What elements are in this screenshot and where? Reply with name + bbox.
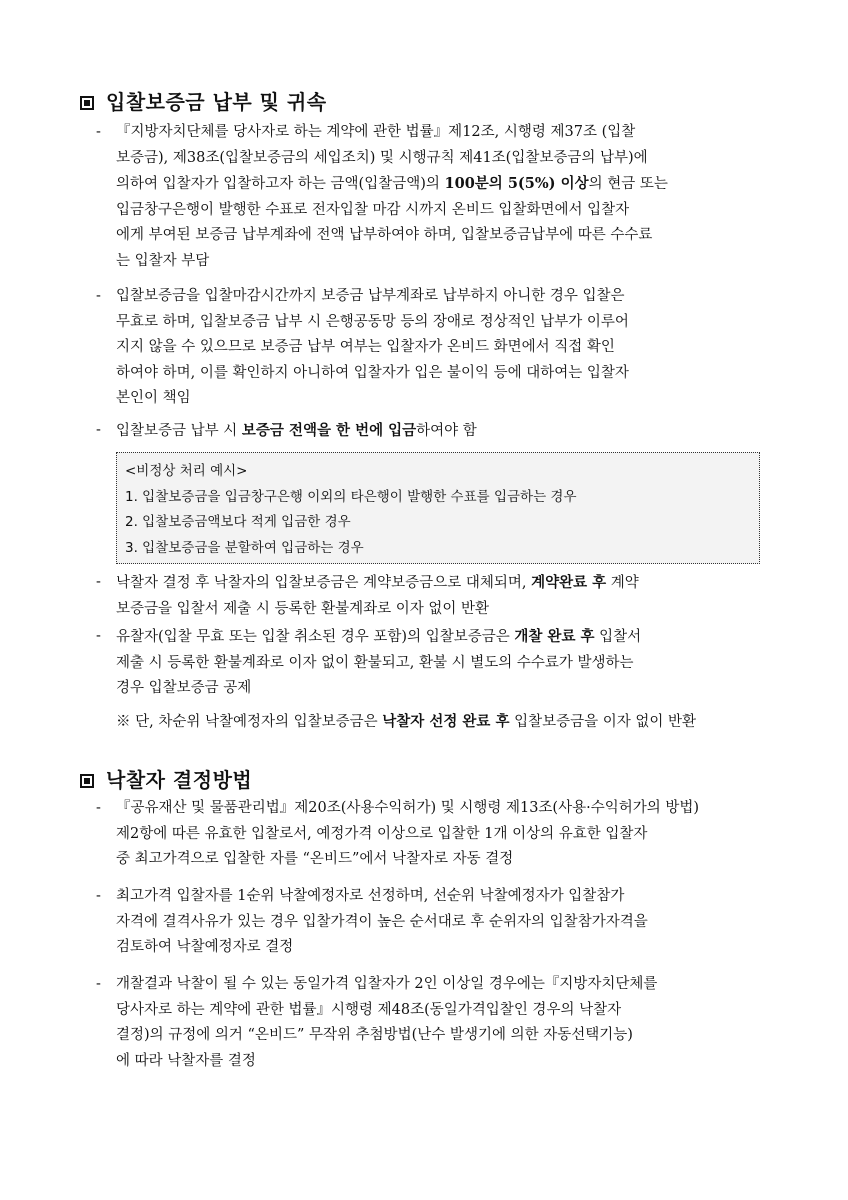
list-item: - 유찰자(입찰 무효 또는 입찰 취소된 경우 포함)의 입찰보증금은 개찰 완료 후 입찰서 제출 시 등록한 환불계좌로 이자 없이 환불되고, 환불 시 별도의 수수료가 발생하는 경우 입찰보증금 공제 bbox=[96, 624, 776, 702]
box-line: 3. 입찰보증금을 분할하여 입금하는 경우 bbox=[125, 539, 364, 556]
bold-text: 개찰 완료 후 bbox=[514, 628, 595, 645]
bold-text: 계약완료 후 bbox=[531, 574, 607, 591]
dash-bullet: - bbox=[96, 422, 101, 438]
bold-text: 보증금 전액을 한 번에 입금 bbox=[241, 422, 417, 439]
box-line: 1. 입찰보증금을 입금창구은행 이외의 타은행이 발행한 수표를 입금하는 경우 bbox=[125, 488, 577, 505]
dash-bullet: - bbox=[96, 628, 101, 644]
note-line: ※ 단, 차순위 낙찰예정자의 입찰보증금은 낙찰자 선정 완료 후 입찰보증금을 이자 없이 반환 bbox=[116, 713, 696, 730]
dash-bullet: - bbox=[96, 124, 101, 140]
dash-bullet: - bbox=[96, 574, 101, 590]
box-line: 2. 입찰보증금액보다 적게 입금한 경우 bbox=[125, 514, 351, 530]
bold-text: 100분의 5(5%) 이상 bbox=[444, 175, 589, 193]
section-title-deposit: 입찰보증금 납부 및 귀속 bbox=[80, 86, 327, 115]
dash-bullet: - bbox=[96, 800, 101, 816]
dash-bullet: - bbox=[96, 976, 101, 992]
dash-bullet: - bbox=[96, 888, 101, 904]
dash-bullet: - bbox=[96, 288, 101, 304]
bold-text: 낙찰자 선정 완료 후 bbox=[382, 713, 510, 730]
box-title: <비정상 처리 예시> bbox=[125, 463, 248, 479]
list-item: - 입찰보증금 납부 시 보증금 전액을 한 번에 입금하여야 함 bbox=[96, 418, 776, 445]
list-item: - 『공유재산 및 물품관리법』제20조(사용수익허가) 및 시행령 제13조(사용·수익허가의 방법) 제2항에 따른 유효한 입찰로서, 예정가격 이상으로 입찰한 1개 이상의 유효한 입찰자 중 최고가격으로 입찰한 자를 “온비드”에서 낙찰자로 자동 결정 bbox=[96, 796, 776, 873]
list-item: - 개찰결과 낙찰이 될 수 있는 동일가격 입찰자가 2인 이상일 경우에는『지방자치단체를 당사자로 하는 계약에 관한 법률』시행령 제48조(동일가격입찰인 경우의 낙찰자 결정)의 규정에 의거 “온비드” 무작위 추첨방법(난수 발생기에 의한 자동선택기능) 에 따라 낙찰자를 결정 bbox=[96, 972, 776, 1074]
list-item: - 『지방자치단체를 당사자로 하는 계약에 관한 법률』제12조, 시행령 제37조 (입찰 보증금), 제38조(입찰보증금의 세입조치) 및 시행규칙 제41조(입찰보증금의 납부)에 의하여 입찰자가 입찰하고자 하는 금액(입찰금액)의 100분의 5(5%) 이상의 현금 또는 입금창구은행이 발행한 수표로 전자입찰 마감 시까지 온비드 입찰화면에서 입찰자 에게 부여된 보증금 납부계좌에 전액 납부하여야 하며, 입찰보증금납부에 따른 수수료 는 입찰자 부담 bbox=[96, 120, 776, 275]
list-item: - 낙찰자 결정 후 낙찰자의 입찰보증금은 계약보증금으로 대체되며, 계약완료 후 계약 보증금을 입찰서 제출 시 등록한 환불계좌로 이자 없이 반환 bbox=[96, 570, 776, 622]
list-item: - 입찰보증금을 입찰마감시간까지 보증금 납부계좌로 납부하지 아니한 경우 입찰은 무효로 하며, 입찰보증금 납부 시 은행공동망 등의 장애로 정상적인 납부가 이루어 지지 않을 수 있으므로 보증금 납부 여부는 입찰자가 온비드 화면에서 직접 확인 하여야 하며, 이를 확인하지 아니하여 입찰자가 입은 불이익 등에 대하여는 입찰자 본인이 책임 bbox=[96, 284, 776, 412]
section-title-winner: 낙찰자 결정방법 bbox=[80, 764, 252, 793]
abnormal-cases-box bbox=[116, 452, 760, 564]
list-item: - 최고가격 입찰자를 1순위 낙찰예정자로 선정하며, 선순위 낙찰예정자가 입찰참가 자격에 결격사유가 있는 경우 입찰가격이 높은 순서대로 후 순위자의 입찰참가자격을 검토하여 낙찰예정자로 결정 bbox=[96, 884, 776, 961]
square-bullet-icon bbox=[80, 774, 94, 788]
square-bullet-icon bbox=[80, 96, 94, 110]
